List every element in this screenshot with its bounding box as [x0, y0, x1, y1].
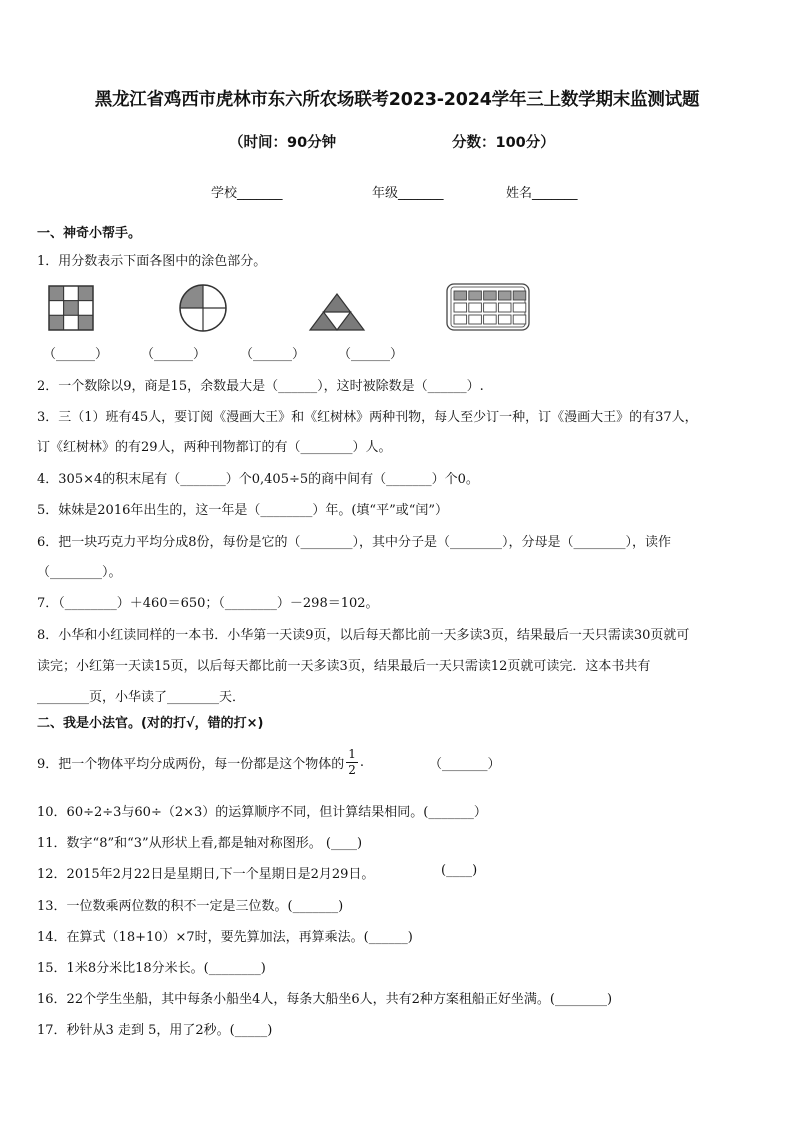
grid-cell: [78, 301, 93, 316]
question-3-line-1: 3．三（1）班有45人，要订阅《漫画大王》和《红树林》两种刊物，每人至少订一种，订《漫画大王》的有37人，: [37, 410, 698, 425]
rect-grid-cell: [498, 291, 511, 300]
question-8-line-1: 8．小华和小红读同样的一本书．小华第一天读9页，以后每天都比前一天多读3页，结果最后一天只需读30页就可: [37, 628, 690, 643]
question-9-end: .: [359, 754, 365, 770]
grid-cell: [64, 315, 79, 330]
rect-grid-cell: [484, 315, 497, 324]
exam-score: 分数：100分）: [452, 135, 555, 151]
question-9-blank[interactable]: （_______）: [429, 757, 501, 772]
figure-triangle: [308, 292, 366, 332]
question-4: 4．305×4的积末尾有（_______）个0,405÷5的商中间有（_______）个0。: [37, 472, 479, 487]
question-6-line-1: 6．把一块巧克力平均分成8份，每份是它的（________），其中分子是（________），分母是（________），读作: [37, 535, 672, 550]
grid-cell: [49, 315, 64, 330]
rect-grid-cell: [498, 315, 511, 324]
name-field: 姓名_______: [506, 186, 578, 201]
question-9-text: 9．把一个物体平均分成两份，每一份都是这个物体的: [37, 756, 345, 772]
question-5: 5．妹妹是2016年出生的，这一年是（________）年。(填“平”或“闰”）: [37, 503, 449, 518]
rect-grid-cell: [484, 291, 497, 300]
rect-grid-cell: [454, 291, 467, 300]
question-7: 7．（________）＋460＝650；（________）－298＝102。: [37, 596, 379, 611]
answer-blank-4[interactable]: （______）: [338, 347, 404, 362]
rect-grid-cell: [454, 303, 467, 312]
question-11: 11．数字“8”和“3”从形状上看,都是轴对称图形。 (____): [37, 836, 363, 851]
school-field: 学校_______: [211, 186, 283, 201]
grid-cell: [78, 315, 93, 330]
question-12-blank[interactable]: (____): [441, 863, 478, 878]
grid-cell: [64, 286, 79, 301]
question-9: [37, 742, 364, 782]
fraction-one-half: [346, 747, 358, 778]
question-6-line-2: （________）。: [37, 565, 122, 580]
rect-grid-cell: [484, 303, 497, 312]
question-3-line-2: 订《红树林》的有29人，两种刊物都订的有（________）人。: [37, 440, 392, 455]
rect-grid-cell: [513, 291, 526, 300]
figure-circle: [178, 283, 228, 333]
question-16: 16．22个学生坐船，其中每条小船坐4人，每条大船坐6人，共有2种方案租船正好坐满。(________): [37, 992, 613, 1007]
page-title: 黑龙江省鸡西市虎林市东六所农场联考2023-2024学年三上数学期末监测试题: [94, 90, 700, 110]
question-10: 10．60÷2÷3与60÷（2×3）的运算顺序不同，但计算结果相同。(_______）: [37, 805, 487, 820]
rect-grid-cell: [454, 315, 467, 324]
section-1-title: 一、神奇小帮手。: [37, 226, 142, 241]
question-15: 15．1米8分米比18分米长。(________): [37, 961, 266, 976]
answer-blank-1[interactable]: （______）: [43, 347, 109, 362]
question-8-line-3: ________页，小华读了________天．: [37, 690, 246, 705]
rect-grid-cell: [513, 315, 526, 324]
answer-blank-2[interactable]: （______）: [141, 347, 207, 362]
rect-grid-cell: [469, 303, 482, 312]
figure-rect-grid: [446, 283, 530, 331]
grid-cell: [49, 286, 64, 301]
rect-grid-cell: [513, 303, 526, 312]
rect-grid-cell: [469, 315, 482, 324]
fraction-numerator: 1: [348, 746, 356, 761]
rect-grid-cell: [498, 303, 511, 312]
question-8-line-2: 读完；小红第一天读15页，以后每天都比前一天多读3页，结果最后一天只需读12页就可读完．这本书共有: [37, 659, 651, 674]
rect-grid-cell: [469, 291, 482, 300]
grid-cell: [64, 301, 79, 316]
answer-blank-3[interactable]: （______）: [240, 347, 306, 362]
question-17: 17．秒针从3 走到 5，用了2秒。(_____): [37, 1023, 273, 1038]
question-1: 1．用分数表示下面各图中的涂色部分。: [37, 254, 267, 269]
question-2: 2．一个数除以9，商是15，余数最大是（______），这时被除数是（______）.: [37, 379, 484, 394]
section-2-title: 二、我是小法官。(对的打√，错的打×): [37, 716, 264, 731]
question-13: 13．一位数乘两位数的积不一定是三位数。(_______): [37, 899, 344, 914]
fraction-denominator: 2: [348, 762, 356, 777]
figure-grid: [48, 285, 94, 331]
grid-cell: [78, 286, 93, 301]
grade-field: 年级_______: [372, 186, 444, 201]
exam-time: （时间：90分钟: [229, 135, 337, 151]
question-14: 14．在算式（18+10）×7时，要先算加法，再算乘法。(______): [37, 930, 413, 945]
grid-cell: [49, 301, 64, 316]
question-12: 12．2015年2月22日是星期日,下一个星期日是2月29日。: [37, 867, 375, 882]
